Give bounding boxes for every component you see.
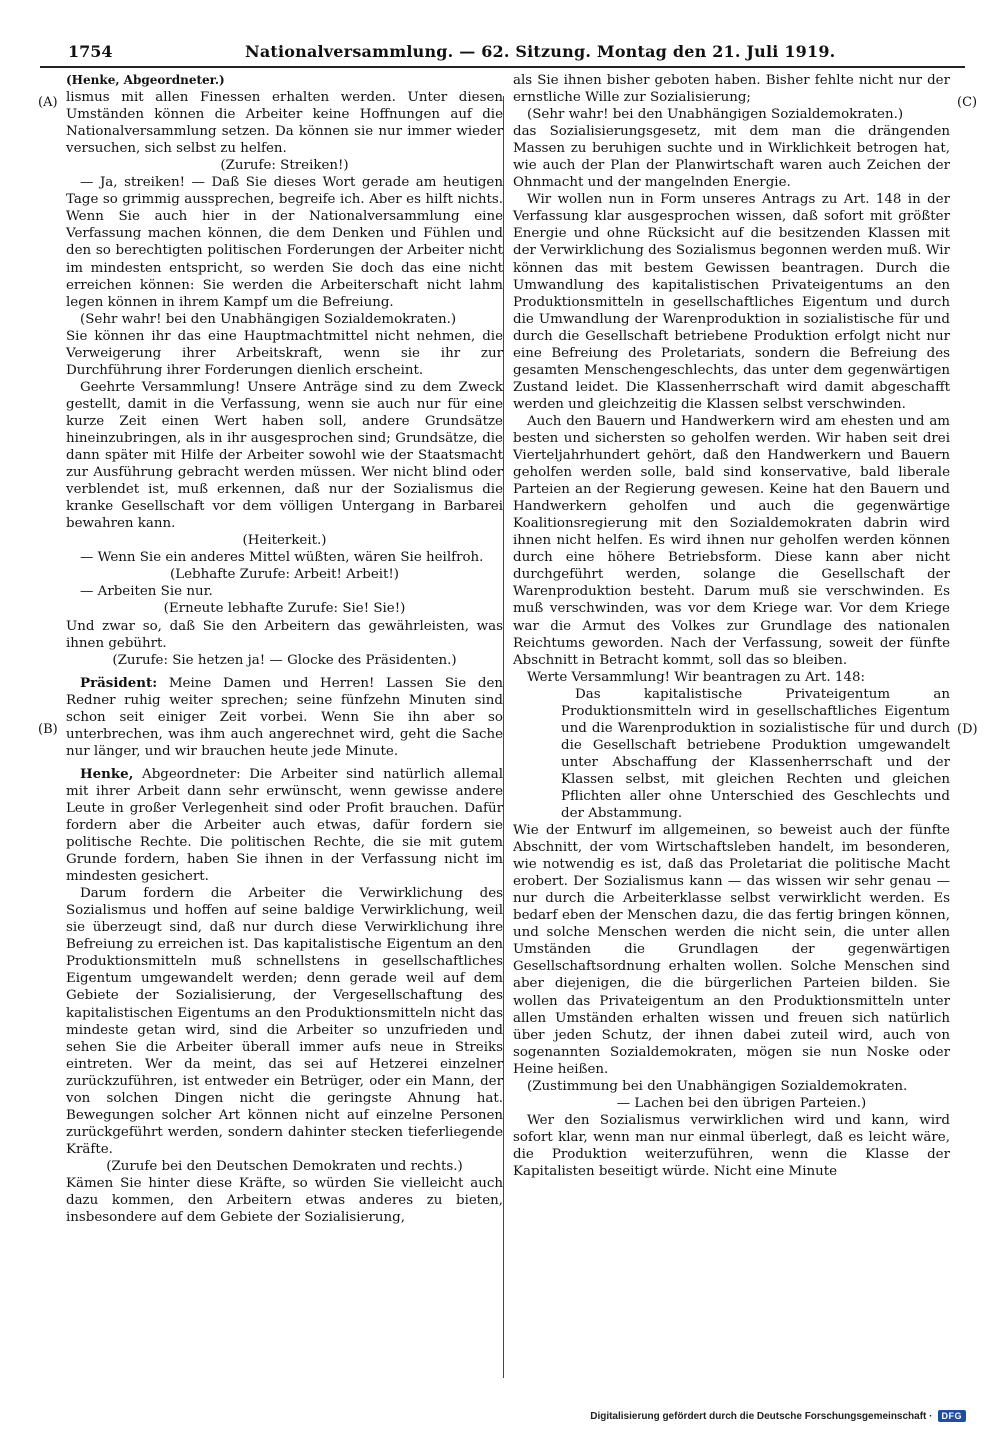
paragraph-text: Wir wollen nun in Form unseres Antrags zu Art. 148 in der Verfassung klar ausgesprochen wissen, daß sofort mit größter Energie und ohne Rücksicht auf die besitzenden Klassen mit der Verwirklichung des Sozialismus begonnen werden muß. Wir können das mit bestem Gewissen beantragen. Durch die Umwandlung des kapitalistischen Privateigentums an den Produktionsmitteln in gesellschaftliches Eigentum und durch die Umwandlung der Warenproduktion in sozialistische für und durch die Gesellschaft betriebene Produktion erfolgt nicht nur eine Befreiung des Proletariats, sondern die Befreiung des gesamten Menschengeschlechts, das unter dem gegenwärtigen Zustand leidet. Die Klassenherrschaft wird damit abgeschafft werden und gleichzeitig die Klassen selbst verschwinden. xyxy=(513,192,950,412)
paragraph xyxy=(513,822,950,1078)
paragraph-text: Wer den Sozialismus verwirklichen wird und kann, wird sofort klar, wenn man nur einmal überlegt, daß es leicht wäre, die Produktion weiterzuführen, wenn die Klasse der Kapitalisten beseitigt würde. Nicht eine Minute xyxy=(513,1112,950,1179)
paragraph-text: (Sehr wahr! bei den Unabhängigen Sozialdemokraten.) xyxy=(527,107,904,123)
paragraph xyxy=(66,566,503,583)
paragraph-text: (Zurufe: Streiken!) xyxy=(220,158,349,174)
paragraph-text: Darum fordern die Arbeiter die Verwirklichung des Sozialismus und hoffen auf seine baldige Verwirklichung, weil sie überzeugt sind, daß nur durch diese Verwirklichung ihre Befreiung zu erreichen ist. Das kapitalistische Eigentum an den Produktionsmitteln muß schnellstens in gesellschaftliches Eigentum umgewandelt werden; denn gerade weil auf dem Gebiete der Sozialisierung, der Vergesellschaftung des kapitalistischen Eigentums an den Produktionsmitteln nicht das mindeste getan wird, sind die Arbeiter so unzufrieden und sehen Sie die Arbeiter überall immer aufs neue in Streiks eintreten. Wer da meint, das sei auf Hetzerei einzelner zurückzuführen, ist entweder ein Betrüger, oder ein Mann, der von solchen Dingen nicht die geringste Ahnung hat. Bewegungen solcher Art können nicht auf einzelne Personen zurückgeführt werden, sondern dahinter stecken tieferliegende Kräfte. xyxy=(66,886,503,1157)
paragraph xyxy=(513,1112,950,1180)
paragraph-text: Das kapitalistische Privateigentum an Produktionsmitteln wird in gesellschaftliches Eigentum und die Warenproduktion in sozialistische für und durch die Gesellschaft betriebene Produktion umgewandelt unter Abschaffung der Klassenherrschaft und der Klassen selbst, mit gleichen Rechten und gleichen Pflichten aller ohne Unterschied des Geschlechts und der Abstammung. xyxy=(561,686,950,822)
paragraph xyxy=(66,157,503,174)
paragraph xyxy=(66,174,503,310)
paragraph-text: (Zurufe: Sie hetzen ja! — Glocke des Präsidenten.) xyxy=(112,652,457,668)
margin-marker-d: (D) xyxy=(957,722,978,737)
paragraph xyxy=(66,379,503,532)
footer-credit: Digitalisierung gefördert durch die Deutsche Forschungsgemeinschaft · xyxy=(590,1410,933,1422)
paragraph-text: (Lebhafte Zurufe: Arbeit! Arbeit!) xyxy=(169,567,400,583)
dfg-logo: DFG xyxy=(938,1410,967,1422)
paragraph xyxy=(561,686,950,822)
page-number: 1754 xyxy=(68,42,113,61)
paragraph-text: (Heiterkeit.) xyxy=(242,533,327,549)
paragraph-text: — Wenn Sie ein anderes Mittel wüßten, wären Sie heilfroh. xyxy=(80,550,484,566)
paragraph xyxy=(513,413,950,669)
column-divider xyxy=(503,96,504,1378)
paragraph-text: Kämen Sie hinter diese Kräfte, so würden Sie vielleicht auch dazu kommen, den Arbeitern etwas anderes zu bieten, insbesondere auf dem Gebiete der Sozialisierung, xyxy=(66,1176,503,1226)
paragraph-text: — Arbeiten Sie nur. xyxy=(80,584,213,600)
paragraph xyxy=(66,766,503,885)
paragraph xyxy=(66,89,503,157)
paragraph-text: (Zustimmung bei den Unabhängigen Sozialdemokraten. xyxy=(527,1078,908,1094)
paragraph xyxy=(513,72,950,106)
paragraph xyxy=(66,600,503,617)
paragraph-text: Geehrte Versammlung! Unsere Anträge sind zu dem Zweck gestellt, damit in die Verfassung, wenn sie auch nur für eine kurze Zeit einen Wert haben soll, andere Grundsätze hineinzubringen, als in ihr ausgesprochen sind; Grundsätze, die dann später mit Hilfe der Arbeiter sowohl wie der Staatsmacht zur Ausführung gebracht werden müssen. Wer nicht blind oder verblendet ist, muß erkennen, daß nur der Sozialismus die kranke Gesellschaft vor dem völligen Untergang in Barbarei bewahren kann. xyxy=(66,379,503,532)
paragraph xyxy=(66,675,503,760)
running-title: Nationalversammlung. — 62. Sitzung. Montag den 21. Juli 1919. xyxy=(245,42,836,61)
margin-marker-a: (A) xyxy=(38,95,58,110)
paragraph xyxy=(513,123,950,191)
paragraph-text: Werte Versammlung! Wir beantragen zu Art. 148: xyxy=(527,669,866,685)
paragraph-text: Auch den Bauern und Handwerkern wird am ehesten und am besten und sichersten so geholfen werden. Wir haben seit drei Vierteljahrhundert gehört, daß den Handwerkern und Bauern geholfen werden solle, bald sind konservative, bald liberale Parteien an der Regierung gewesen. Keine hat den Bauern und Handwerkern geholfen und auch die gegenwärtige Koalitionsregierung mit den Sozialdemokraten dabrin wird ihnen nicht helfen. Es wird ihnen nur geholfen werden können durch eine höhere Betriebsform. Diese kann aber nicht durchgeführt werden, solange die Gesellschaft der Warenproduktion besteht. Darum muß sie verschwinden. Es muß verschwinden, was vor dem Kriege war. Vor dem Kriege war die Armut des Volkes zur Grundlage des nationalen Reichtums geworden. Nach der Verfassung, soweit der fünfte Abschnitt in Betracht kommt, soll das so bleiben. xyxy=(513,413,950,668)
paragraph xyxy=(513,106,950,123)
paragraph xyxy=(513,669,950,686)
paragraph-text: lismus mit allen Finessen erhalten werden. Unter diesen Umständen können die Arbeiter keine Hoffnungen auf die Nationalversammlung setzen. Da können sie nur immer wieder versuchen, sich selbst zu helfen. xyxy=(66,90,503,157)
right-column xyxy=(513,72,950,1180)
paragraph xyxy=(66,885,503,1158)
page-header xyxy=(40,22,965,68)
paragraph xyxy=(66,618,503,652)
paragraph xyxy=(66,583,503,600)
paragraph-text: Und zwar so, daß Sie den Arbeitern das gewährleisten, was ihnen gebührt. xyxy=(66,618,503,651)
paragraph xyxy=(66,328,503,379)
paragraph-text: (Erneute lebhafte Zurufe: Sie! Sie!) xyxy=(163,601,406,617)
paragraph-text: als Sie ihnen bisher geboten haben. Bisher fehlte nicht nur der ernstliche Wille zur Sozialisierung; xyxy=(513,73,950,106)
paragraph-text: — Lachen bei den übrigen Parteien.) xyxy=(616,1095,867,1111)
paragraph-text: Sie können ihr das eine Hauptmachtmittel nicht nehmen, die Verweigerung ihrer Arbeitskraft, wenn sie ihr zur Durchführung ihrer Forderungen dienlich erscheint. xyxy=(66,328,503,378)
paragraph xyxy=(66,72,503,89)
paragraph xyxy=(513,1078,950,1095)
paragraph-text: Meine Damen und Herren! Lassen Sie den Redner ruhig weiter sprechen; seine fünfzehn Minuten sind schon seit einiger Zeit vorbei. Wenn Sie ihn aber so unterbrechen, was ihm auch angerechnet wird, geht die Sache nur länger, und wir brauchen heute jede Minute. xyxy=(66,675,503,759)
left-column xyxy=(66,72,503,1226)
paragraph-text: — Ja, streiken! — Daß Sie dieses Wort gerade am heutigen Tage so grimmig aussprechen, begreife ich. Aber es hilft nichts. Wenn Sie auch hier in der Nationalversammlung eine Verfassung machen können, die dem Denken und Fühlen und den so berechtigten politischen Forderungen der Arbeiter nicht im mindesten entspricht, so werden Sie doch das eine nicht erreichen können: Sie werden die Arbeiterschaft nicht lahm legen können in ihrem Kampf um die Befreiung. xyxy=(66,175,503,310)
paragraph xyxy=(66,652,503,669)
footer xyxy=(590,1410,966,1422)
speaker-name: Henke, xyxy=(80,765,134,782)
paragraph-text: (Henke, Abgeordneter.) xyxy=(66,73,225,87)
paragraph xyxy=(533,1095,950,1112)
paragraph xyxy=(66,532,503,549)
paragraph-text: Wie der Entwurf im allgemeinen, so beweist auch der fünfte Abschnitt, der vom Wirtschaftsleben handelt, im besonderen, wie notwendig es ist, daß das Proletariat die politische Macht erobert. Der Sozialismus kann — das wissen wir sehr genau — nur durch die Arbeiterklasse selbst verwirklicht werden. Es bedarf eben der Menschen dazu, die das fertig bringen können, und solche Menschen werden die nicht sein, die unter allen Umständen die Grundlagen der gegenwärtigen Gesellschaftsordnung erhalten wollen. Solche Menschen sind aber diejenigen, die die bürgerlichen Parteien bilden. Sie wollen das Privateigentum an den Produktionsmitteln unter allen Umständen erhalten wissen und freuen sich natürlich über jeden Schutz, der ihnen dabei zuteil wird, auch von sogenannten Sozialdemokraten, mögen sie nun Noske oder Heine heißen. xyxy=(513,823,950,1077)
margin-marker-c: (C) xyxy=(957,95,978,110)
margin-marker-b: (B) xyxy=(38,722,58,737)
paragraph xyxy=(513,191,950,413)
paragraph-text: (Sehr wahr! bei den Unabhängigen Sozialdemokraten.) xyxy=(80,311,457,327)
paragraph-text: Abgeordneter: Die Arbeiter sind natürlich allemal mit ihrer Arbeit dann sehr erwünscht, wenn gewisse andere Leute in großer Verlegenheit sind oder Profit brauchen. Dafür fordern aber die Arbeiter auch etwas, dafür fordern sie politische Rechte. Die politischen Rechte, die sie mit gutem Grunde fordern, haben Sie ihnen in der Verfassung nicht im mindesten gesichert. xyxy=(66,766,503,885)
speaker-name: Präsident: xyxy=(80,674,158,691)
paragraph-text: (Zurufe bei den Deutschen Demokraten und rechts.) xyxy=(106,1158,463,1174)
paragraph xyxy=(66,1175,503,1226)
paragraph xyxy=(66,1158,503,1175)
paragraph xyxy=(66,311,503,328)
paragraph-text: das Sozialisierungsgesetz, mit dem man die drängenden Massen zu beruhigen suchte und in Wirklichkeit betrogen hat, wie auch der Plan der Planwirtschaft waren auch Zeichen der Ohnmacht und der mangelnden Energie. xyxy=(513,124,950,191)
paragraph xyxy=(66,549,503,566)
